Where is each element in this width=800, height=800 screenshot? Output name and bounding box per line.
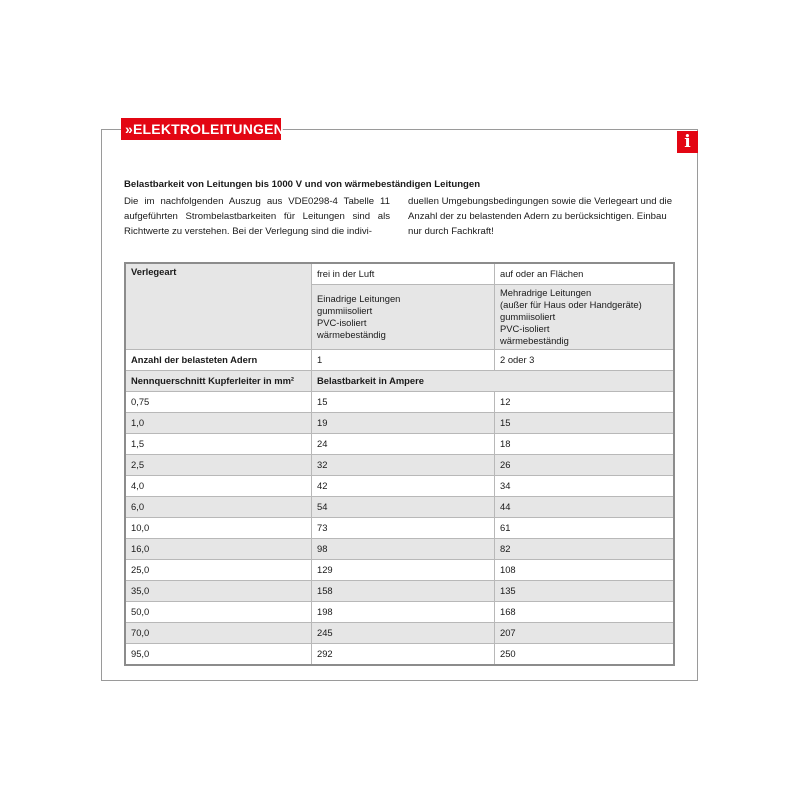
intro-text-left: Die im nachfolgenden Auszug aus VDE0298-4 Tabelle 11 aufgeführten Strombelastbarkeiten für Leitungen sind als Richtwerte zu verstehen. Bei der Verlegung sind die indivi- bbox=[124, 196, 390, 237]
table-row bbox=[125, 413, 674, 434]
col2-title: auf oder an Flächen bbox=[495, 263, 675, 285]
cross-section-cell: 0,75 bbox=[125, 392, 312, 413]
adern-col2: 2 oder 3 bbox=[495, 350, 675, 371]
capacity-surface-cell: 18 bbox=[495, 434, 675, 455]
cross-section-cell: 10,0 bbox=[125, 518, 312, 539]
table-row bbox=[125, 263, 674, 285]
capacity-free-air-cell: 292 bbox=[312, 644, 495, 666]
capacity-free-air-cell: 42 bbox=[312, 476, 495, 497]
belastbarkeit-label: Belastbarkeit in Ampere bbox=[312, 371, 675, 392]
capacity-free-air-cell: 129 bbox=[312, 560, 495, 581]
capacity-surface-cell: 44 bbox=[495, 497, 675, 518]
table-row bbox=[125, 476, 674, 497]
table-row bbox=[125, 644, 674, 666]
capacity-surface-cell: 61 bbox=[495, 518, 675, 539]
cross-section-cell: 35,0 bbox=[125, 581, 312, 602]
cross-section-cell: 95,0 bbox=[125, 644, 312, 666]
querschnitt-label: Nennquerschnitt Kupferleiter in mm² bbox=[125, 371, 312, 392]
table-row bbox=[125, 623, 674, 644]
cross-section-cell: 25,0 bbox=[125, 560, 312, 581]
col2-types: Mehradrige Leitungen (außer für Haus oder Handgeräte) gummiisoliert PVC-isoliert wärmebeständig bbox=[495, 285, 675, 350]
capacity-free-air-cell: 98 bbox=[312, 539, 495, 560]
capacity-free-air-cell: 245 bbox=[312, 623, 495, 644]
table-row bbox=[125, 602, 674, 623]
table-row bbox=[125, 497, 674, 518]
capacity-free-air-cell: 158 bbox=[312, 581, 495, 602]
cross-section-cell: 1,5 bbox=[125, 434, 312, 455]
cross-section-cell: 16,0 bbox=[125, 539, 312, 560]
table-row bbox=[125, 455, 674, 476]
capacity-free-air-cell: 15 bbox=[312, 392, 495, 413]
capacity-surface-cell: 15 bbox=[495, 413, 675, 434]
intro-text-right: duellen Umgebungsbedingungen sowie die Verlegeart und die Anzahl der zu belastenden Adern zu berücksichtigen. Einbau nur durch Fachkraft! bbox=[408, 196, 673, 237]
capacity-surface-cell: 207 bbox=[495, 623, 675, 644]
table-row bbox=[125, 392, 674, 413]
cross-section-cell: 1,0 bbox=[125, 413, 312, 434]
cross-section-cell: 4,0 bbox=[125, 476, 312, 497]
capacity-surface-cell: 26 bbox=[495, 455, 675, 476]
cross-section-cell: 6,0 bbox=[125, 497, 312, 518]
current-capacity-table bbox=[124, 262, 675, 666]
cross-section-cell: 50,0 bbox=[125, 602, 312, 623]
capacity-surface-cell: 12 bbox=[495, 392, 675, 413]
table-heading: Belastbarkeit von Leitungen bis 1000 V und von wärmebeständigen Leitungen bbox=[124, 179, 481, 190]
capacity-surface-cell: 135 bbox=[495, 581, 675, 602]
capacity-free-air-cell: 19 bbox=[312, 413, 495, 434]
capacity-free-air-cell: 32 bbox=[312, 455, 495, 476]
capacity-surface-cell: 34 bbox=[495, 476, 675, 497]
table-row bbox=[125, 581, 674, 602]
capacity-surface-cell: 108 bbox=[495, 560, 675, 581]
capacity-surface-cell: 250 bbox=[495, 644, 675, 666]
col1-title: frei in der Luft bbox=[312, 263, 495, 285]
capacity-surface-cell: 82 bbox=[495, 539, 675, 560]
table-row bbox=[125, 434, 674, 455]
capacity-free-air-cell: 198 bbox=[312, 602, 495, 623]
capacity-free-air-cell: 54 bbox=[312, 497, 495, 518]
capacity-free-air-cell: 24 bbox=[312, 434, 495, 455]
section-label: »ELEKTROLEITUNGEN bbox=[121, 118, 281, 140]
table-row bbox=[125, 518, 674, 539]
table-row bbox=[125, 539, 674, 560]
cross-section-cell: 2,5 bbox=[125, 455, 312, 476]
verlegeart-label: Verlegeart bbox=[125, 263, 312, 350]
table-row bbox=[125, 560, 674, 581]
capacity-free-air-cell: 73 bbox=[312, 518, 495, 539]
adern-col1: 1 bbox=[312, 350, 495, 371]
info-icon: i bbox=[677, 131, 698, 153]
capacity-surface-cell: 168 bbox=[495, 602, 675, 623]
adern-label: Anzahl der belasteten Adern bbox=[125, 350, 312, 371]
table-row bbox=[125, 371, 674, 392]
cross-section-cell: 70,0 bbox=[125, 623, 312, 644]
col1-types: Einadrige Leitungen gummiisoliert PVC-isoliert wärmebeständig bbox=[312, 285, 495, 350]
table-row bbox=[125, 350, 674, 371]
